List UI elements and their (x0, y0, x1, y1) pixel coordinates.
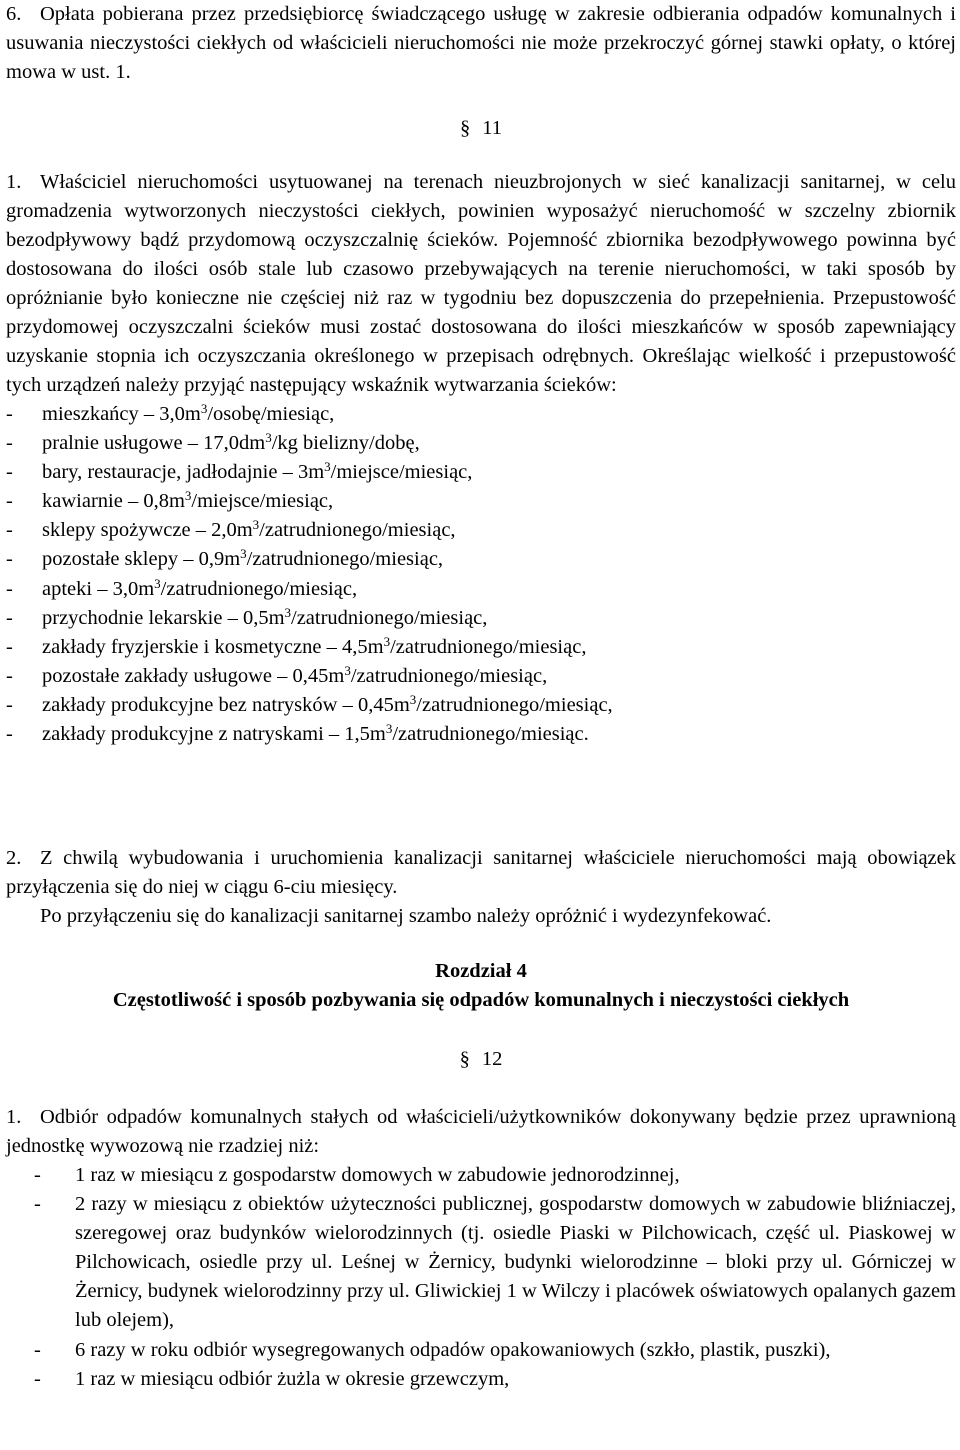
list-item: - 1 raz w miesiącu z gospodarstw domowych w zabudowie jednorodzinnej, (34, 1164, 680, 1186)
list-item: - kawiarnie – $0,8m^3/miejsce$/miesiąc, (6, 488, 334, 513)
list-item: - 1 raz w miesiącu odbiór żużla w okresie grzewczym, (34, 1367, 510, 1390)
list-item: - przychodnie lekarskie – $0,5m^3/zatrudnionego$/miesiąc, (6, 604, 488, 629)
list-item: - pozostałe sklepy – $0,9m^3/zatrudnionego$/miesiąc, (6, 546, 444, 571)
list-item: - 6 razy w roku odbiór wysegregowanych odpadów opakowaniowych (szkło, plastik, puszki), (34, 1338, 831, 1361)
section-12-heading (6, 1045, 956, 1074)
section-11-item-2-body (6, 844, 956, 902)
section-11-heading (6, 114, 956, 143)
paragraph-6-text: Opłata pobierana przez przedsiębiorcę świadczącego usługę w zakresie odbierania odpadów komunalnych i usuwania nieczystości ciekłych od właścicieli nieruchomości nie może przekroczyć górnej stawki opłaty, o której mowa w ust. 1. (6, 3, 956, 83)
list-item: - bary, restauracje, jadłodajnie – $3m^3/miejsce$/miesiąc, (6, 459, 473, 484)
section-12-item-1 (6, 1103, 956, 1394)
chapter-heading (6, 957, 956, 1015)
wastewater-rates-list (6, 400, 956, 749)
list-item: - zakłady produkcyjne z natryskami – $1,5m^3/zatrudnionego$/miesiąc. (6, 721, 589, 746)
list-item: - zakłady produkcyjne bez natrysków – $0,45m^3/zatrudnionego$/miesiąc, (6, 691, 613, 716)
chapter-title: Rozdział 4 (435, 960, 527, 982)
section-11-item-2-number: 2. (6, 847, 22, 869)
chapter-subtitle: Częstotliwość i sposób pozbywania się odpadów komunalnych i nieczystości ciekłych (112, 989, 850, 1011)
list-item: - sklepy spożywcze – $2,0m^3/zatrudnionego$/miesiąc, (6, 517, 456, 542)
section-11-item-1 (6, 168, 956, 749)
list-item: - zakłady fryzjerskie i kosmetyczne – $4,5m^3/zatrudnionego$/miesiąc, (6, 633, 587, 658)
section-11-item-2-continuation: Po przyłączeniu się do kanalizacji sanitarnej szambo należy opróżnić i wydezynfekować. (40, 905, 772, 927)
section-11-item-1-text: Właściciel nieruchomości usytuowanej na terenach nieuzbrojonych w sieć kanalizacji sanitarnej, w celu gromadzenia wytworzonych nieczystości ciekłych, powinien wyposażyć nieruchomość w szczelny zbiornik bezodpływowy bądź przydomową oczyszczalnię ścieków. Pojemność zbiornika bezodpływowego powinna być dostosowana do ilości osób stale lub czasowo przebywających na terenie nieruchomości, w taki sposób by opróżnianie było konieczne nie częściej niż raz w tygodniu bez dopuszczenia do przepełnienia. Przepustowość przydomowej oczyszczalni ścieków musi zostać dostosowana do ilości mieszkańców w sposób zapewniający uzyskanie stopnia ich oczyszczania określonego w przepisach odrębnych. Określając wielkość i przepustowość tych urządzeń należy przyjąć następujący wskaźnik wytwarzania ścieków: (6, 171, 956, 396)
section-12-item-1-body (6, 1103, 956, 1161)
section-11-item-1-number: 1. (6, 171, 22, 193)
paragraph-6-body (6, 0, 956, 87)
section-12-number: 12 (481, 1048, 503, 1070)
section-12-item-1-number: 1. (6, 1106, 22, 1128)
list-item: - apteki – $3,0m^3/zatrudnionego$/miesiąc, (6, 575, 358, 600)
paragraph-6 (6, 0, 956, 87)
section-sign-symbol: § (459, 1048, 470, 1070)
section-11-item-2 (6, 844, 956, 931)
list-item: - pralnie usługowe – $17,0dm^3/kg$ bielizny/dobę, (6, 430, 420, 455)
section-sign-symbol: § (460, 117, 471, 139)
list-item: - pozostałe zakłady usługowe – $0,45m^3/zatrudnionego$/miesiąc, (6, 662, 548, 687)
section-11-item-2-text: Z chwilą wybudowania i uruchomienia kanalizacji sanitarnej właściciele nieruchomości mają obowiązek przyłączenia się do niej w ciągu 6-ciu miesięcy. (6, 847, 956, 898)
section-11-item-1-body (6, 168, 956, 400)
section-11-number: 11 (482, 117, 502, 139)
list-item: - mieszkańcy – $3,0m^3/osobę$/miesiąc, (6, 401, 335, 425)
collection-frequency-list (6, 1161, 956, 1394)
section-12-item-1-text: Odbiór odpadów komunalnych stałych od właścicieli/użytkowników dokonywany będzie przez uprawnioną jednostkę wywozową nie rzadziej niż: (6, 1106, 956, 1157)
list-item: - 2 razy w miesiącu z obiektów użyteczności publicznej, gospodarstw domowych w zabudowie bliźniaczej, szeregowej oraz budynków wielorodzinnych (tj. osiedle Piaski w Pilchowicach, część ul. Piaskowej w Pilchowicach, osiedle przy ul. Leśnej w Żernicy, budynki wielorodzinne – bloki przy ul. Górniczej w Żernicy, budynek wielorodzinny przy ul. Gliwickiej 1 w Wilczy i placówek oświatowych opalanych gazem lub olejem), (34, 1193, 956, 1332)
paragraph-6-number: 6. (6, 3, 22, 25)
